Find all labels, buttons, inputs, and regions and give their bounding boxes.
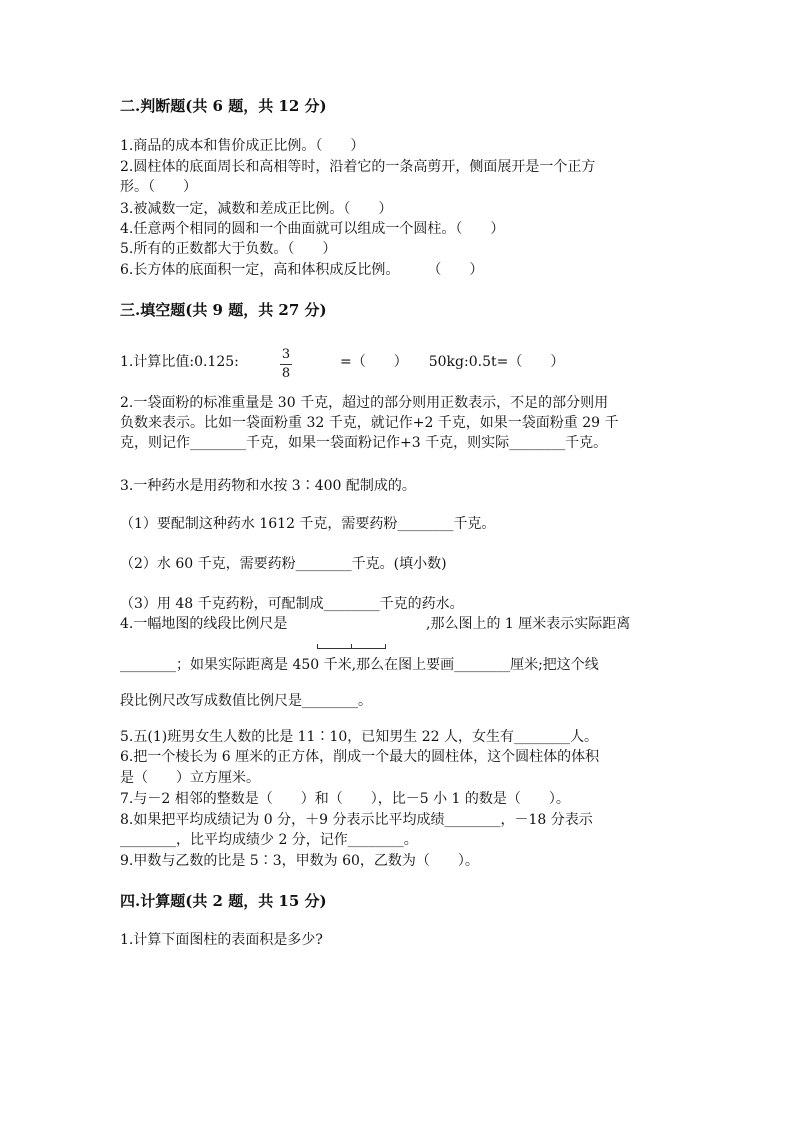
section-4-title: 四.计算题(共 2 题，共 15 分) <box>120 892 327 910</box>
judge-question-2-line-2: 形。（ ） <box>120 179 197 195</box>
fill-question-4-line-1-prefix: 4.一幅地图的线段比例尺是 <box>120 616 288 632</box>
fill-question-2-line-1: 2.一袋面粉的标准重量是 30 千克，超过的部分则用正数表示，不足的部分则用 <box>120 395 609 411</box>
section-3-title: 三.填空题(共 9 题，共 27 分) <box>120 301 327 319</box>
judge-question-2-line-1: 2.圆柱体的底面周长和高相等时，沿着它的一条高剪开，侧面展开是一个正方 <box>120 159 596 175</box>
fill-question-3-part-1: （1）要配制这种药水 1612 千克，需要药粉________千克。 <box>120 516 496 532</box>
judge-question-1: 1.商品的成本和售价成正比例。（ ） <box>120 138 365 154</box>
scale-tick-0 <box>317 644 318 649</box>
scale-tick-30 <box>351 644 352 649</box>
fill-question-5: 5.五(1)班男女生人数的比是 11∶10，已知男生 22 人，女生有________人。 <box>120 729 598 745</box>
fill-question-8-line-2: ________，比平均成绩少 2 分，记作________。 <box>120 832 418 848</box>
fraction-denominator: 8 <box>281 366 291 381</box>
fill-question-3-part-3: （3）用 48 千克药粉，可配制成________千克的药水。 <box>120 596 464 612</box>
fill-question-2-line-3: 克，则记作________千克，如果一袋面粉记作+3 千克，则实际________千克。 <box>120 435 608 451</box>
fill-question-1-prefix: 1.计算比值:0.125: <box>120 354 239 370</box>
scale-tick-60 <box>385 644 386 649</box>
fill-question-8-line-1: 8.如果把平均成绩记为 0 分，＋9 分表示比平均成绩________，－18 分表示 <box>120 812 593 828</box>
fill-question-4-line-1-suffix: ,那么图上的 1 厘米表示实际距离 <box>426 616 631 632</box>
fill-question-3-part-2: （2）水 60 千克，需要药粉________千克。(填小数) <box>120 556 447 572</box>
fill-question-6-line-1: 6.把一个棱长为 6 厘米的正方体，削成一个最大的圆柱体，这个圆柱体的体积 <box>120 749 600 765</box>
judge-question-5: 5.所有的正数都大于负数。（ ） <box>120 241 337 257</box>
fill-question-1-suffix: =（ ） 50kg:0.5t=（ ） <box>340 354 565 370</box>
fill-question-4-line-3: 段比例尺改写成数值比例尺是________。 <box>120 693 372 709</box>
fraction-numerator: 3 <box>281 347 291 362</box>
judge-question-6: 6.长方体的底面积一定，高和体积成反比例。 （ ） <box>120 262 484 278</box>
fill-question-2-line-2: 负数来表示。比如一袋面粉重 32 千克，就记作+2 千克，如果一袋面粉重 29 千 <box>120 415 619 431</box>
section-2-title: 二.判断题(共 6 题，共 12 分) <box>120 97 327 115</box>
fill-question-6-line-2: 是（ ）立方厘米。 <box>120 770 260 786</box>
calc-question-1: 1.计算下面图柱的表面积是多少? <box>120 932 323 948</box>
fill-question-3: 3.一种药水是用药物和水按 3∶400 配制成的。 <box>120 478 416 494</box>
judge-question-4: 4.任意两个相同的圆和一个曲面就可以组成一个圆柱。（ ） <box>120 221 505 237</box>
fraction-bar <box>280 364 292 365</box>
fill-question-4-line-2: ________；如果实际距离是 450 千米,那么在图上要画________厘米;把这个线 <box>120 657 599 673</box>
fill-question-7: 7.与－2 相邻的整数是（ ）和（ ），比－5 小 1 的数是（ ）。 <box>120 791 570 807</box>
fill-question-9: 9.甲数与乙数的比是 5∶3，甲数为 60，乙数为（ ）。 <box>120 853 479 869</box>
judge-question-3: 3.被减数一定，减数和差成正比例。（ ） <box>120 201 393 217</box>
